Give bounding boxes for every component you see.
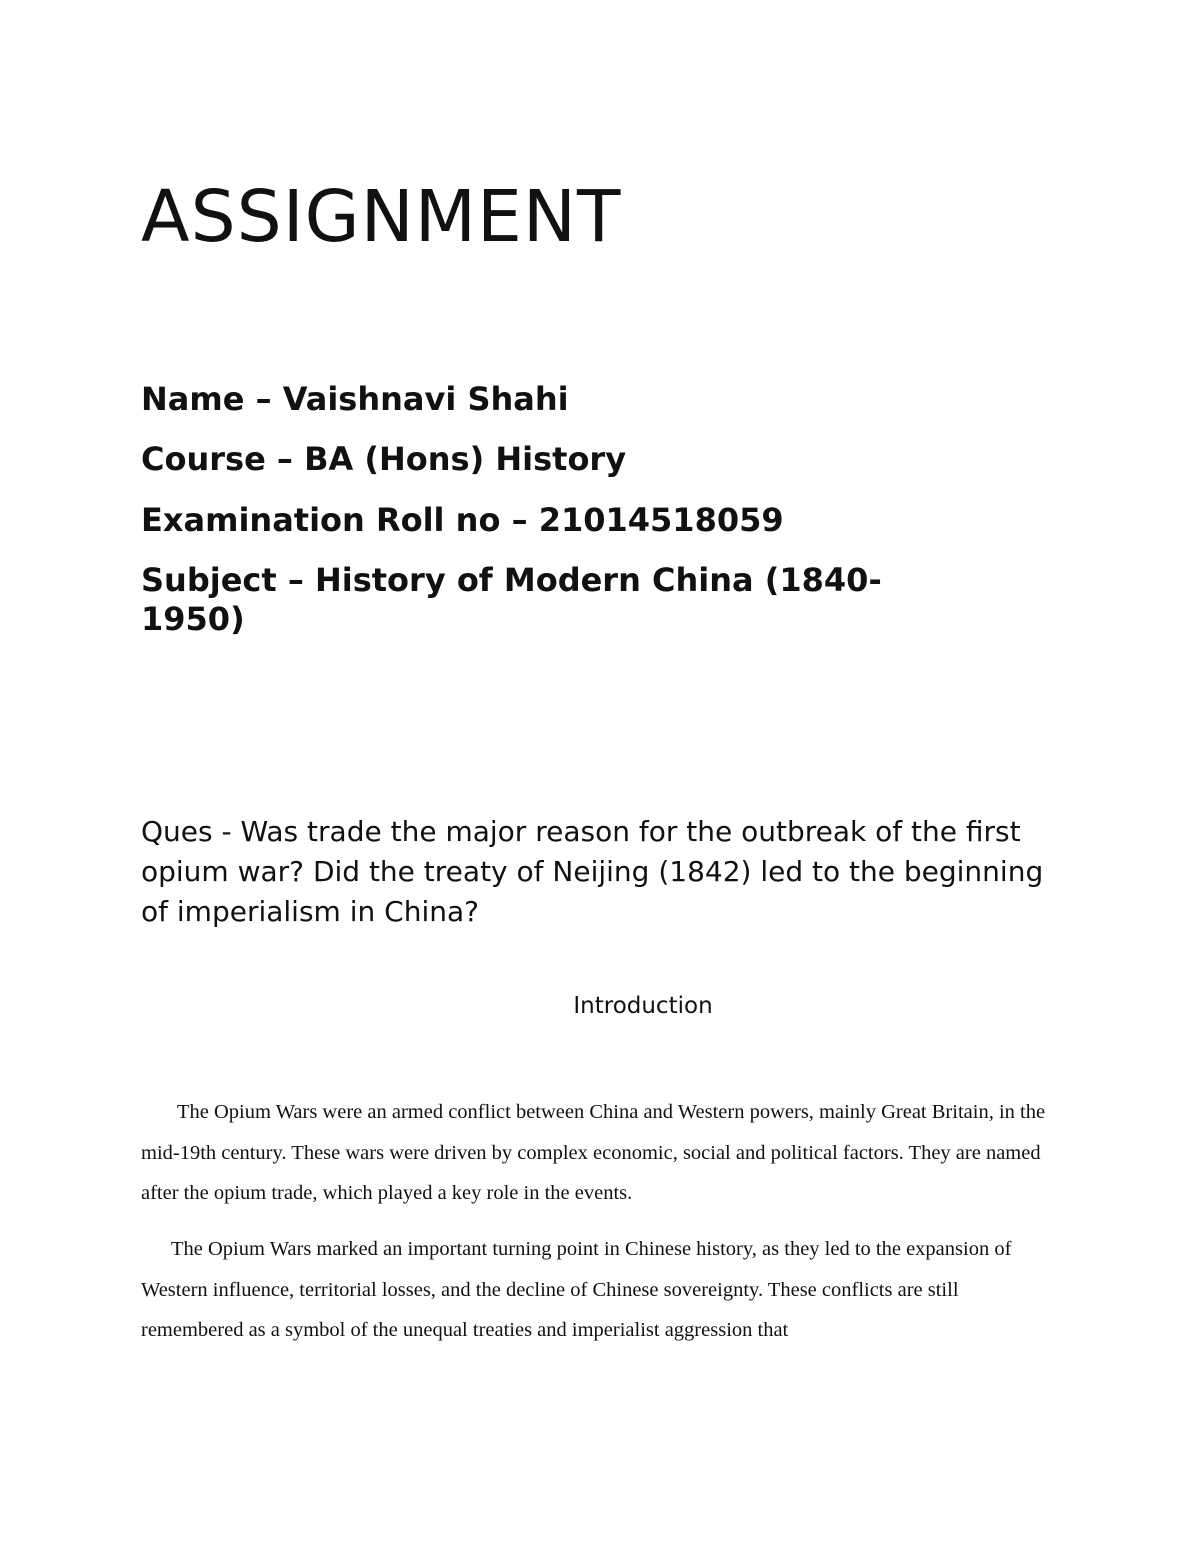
examination-roll-number: Examination Roll no – 21014518059: [141, 501, 784, 539]
assignment-title: ASSIGNMENT: [141, 175, 622, 258]
introduction-heading: Introduction: [573, 993, 713, 1019]
intro-paragraph-1: The Opium Wars were an armed conflict between China and Western powers, mainly Great Britain, in the mid-19th century. These wars were driven by complex economic, social and political factors. They are named after the opium trade, which played a key role in the events.: [141, 1101, 1046, 1204]
question-text: Ques - Was trade the major reason for the outbreak of the first opium war? Did the treaty of Neijing (1842) led to the beginning of imperialism in China?: [141, 815, 1044, 928]
subject-name: Subject – History of Modern China (1840-1950): [141, 561, 882, 638]
intro-paragraph-2: The Opium Wars marked an important turning point in Chinese history, as they led to the expansion of Western influence, territorial losses, and the decline of Chinese sovereignty. These conflicts are still remembered as a symbol of the unequal treaties and imperialist aggression that: [141, 1238, 1012, 1341]
student-name: Name – Vaishnavi Shahi: [141, 380, 569, 418]
course-name: Course – BA (Hons) History: [141, 440, 627, 478]
